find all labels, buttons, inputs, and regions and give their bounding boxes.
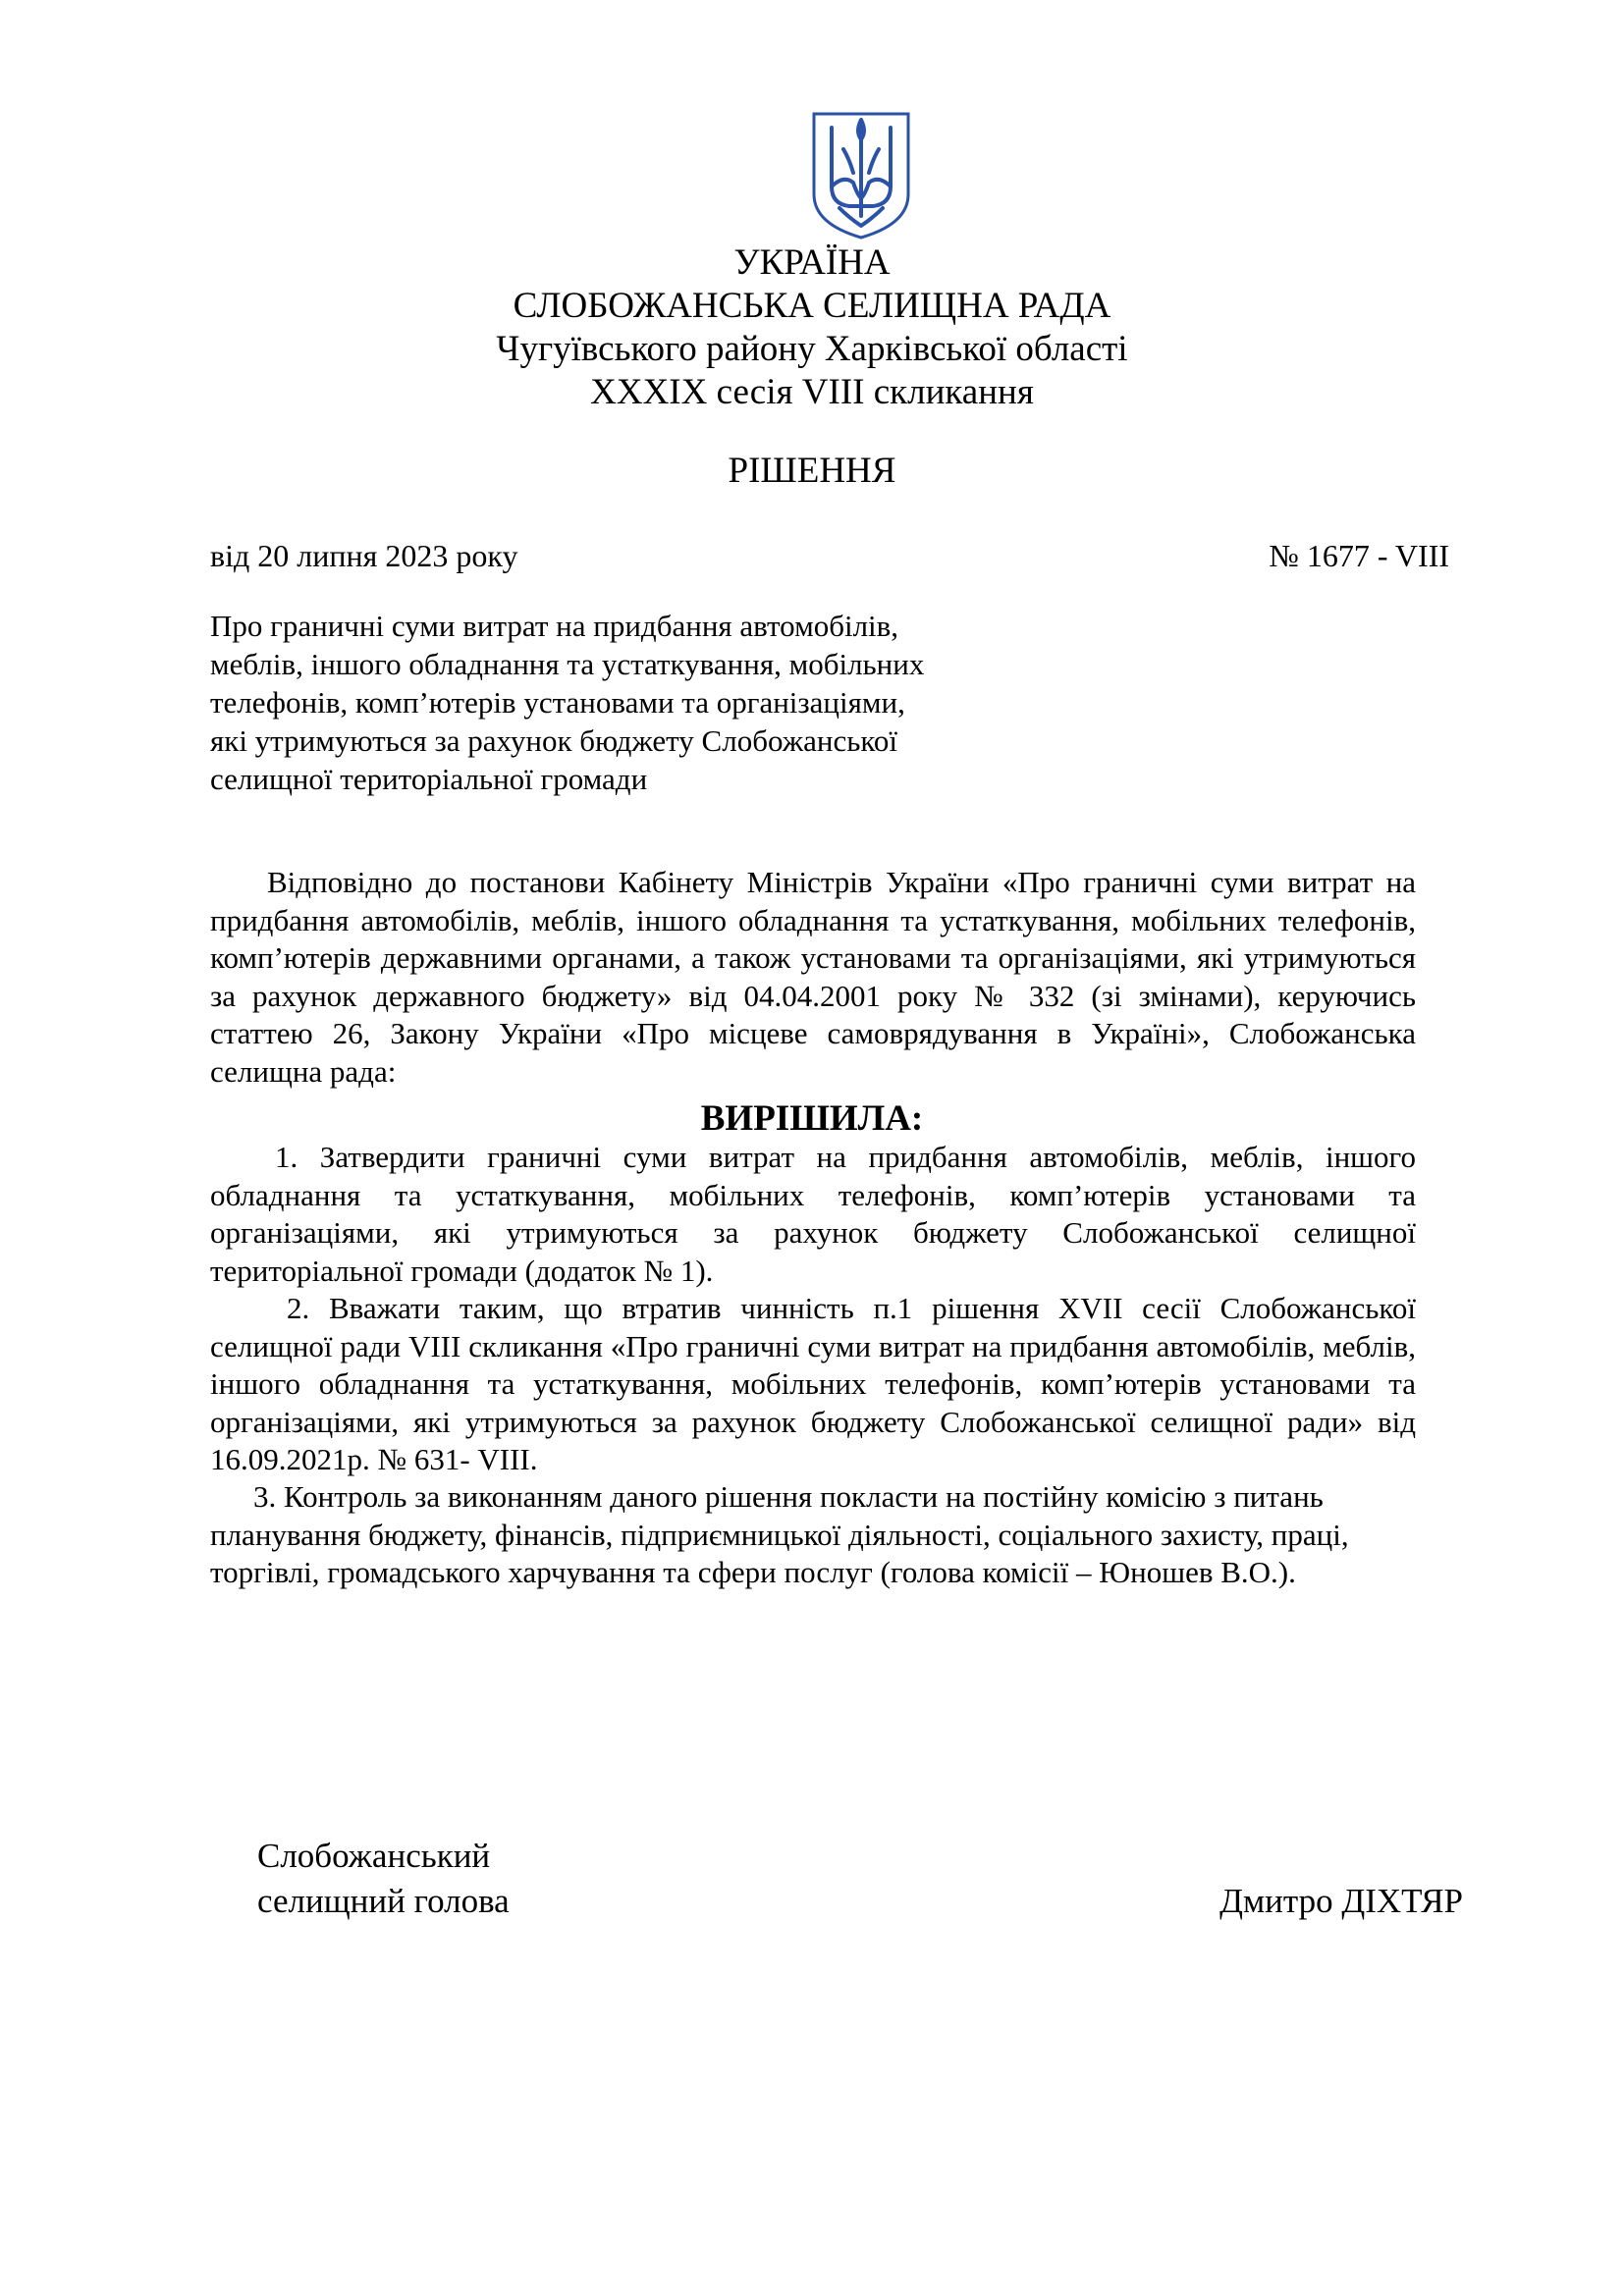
- signatory-title: [257, 1834, 510, 1924]
- decision-number: № 1677 - VIII: [1269, 538, 1449, 573]
- subject-line: телефонів, комп’ютерів установами та організаціями,: [210, 685, 905, 720]
- header-district: Чугуївського району Харківської області: [496, 329, 1128, 369]
- signatory-title-line: селищний голова: [257, 1882, 510, 1920]
- decision-item-2: 2. Вважати таким, що втратив чинність п.1 рішення XVII сесії Слобожанської селищної ради VIII скликання «Про граничні суми витрат на придбання автомобілів, меблів, іншого обладнання та устаткування, мобільних телефонів, комп’ютерів установами та організаціями, які утримуються за рахунок бюджету Слобожанської селищної ради» від 16.09.2021р. № 631- VIII.: [210, 1291, 1416, 1476]
- subject-line: Про граничні суми витрат на придбання автомобілів,: [210, 609, 899, 643]
- header-council: СЛОБОЖАНСЬКА СЕЛИЩНА РАДА: [513, 286, 1111, 326]
- signatory-title-line: Слобожанський: [257, 1837, 491, 1875]
- preamble-paragraph: Відповідно до постанови Кабінету Міністрів України «Про граничні суми витрат на придбання автомобілів, меблів, іншого обладнання та устаткування, мобільних телефонів, комп’ютерів державними органами, а також установами та організаціями, які утримуються за рахунок державного бюджету» від 04.04.2001 року № 332 (зі змінами), керуючись статтею 26, Закону України «Про місцеве самоврядування в Україні», Слобожанська селищна рада:: [210, 865, 1416, 1089]
- subject-line: які утримуються за рахунок бюджету Слобожанської: [210, 723, 897, 758]
- trident-coat-of-arms-icon: [810, 110, 912, 241]
- decision-subject: [210, 607, 1015, 798]
- decision-item-1: 1. Затвердити граничні суми витрат на придбання автомобілів, меблів, іншого обладнання та устаткування, мобільних телефонів, комп’ютерів установами та організаціями, які утримуються за рахунок бюджету Слобожанської селищної територіальної громади (додаток № 1).: [210, 1140, 1416, 1288]
- decision-date: від 20 липня 2023 року: [210, 538, 518, 573]
- decision-item-3: 3. Контроль за виконанням даного рішення покласти на постійну комісію з питань планування бюджету, фінансів, підприємницької діяльності, соціального захисту, праці, торгівлі, громадського харчування та сфери послуг (голова комісії – Юношев В.О.).: [210, 1479, 1349, 1589]
- decided-heading: ВИРІШИЛА:: [700, 1098, 924, 1139]
- subject-line: меблів, іншого обладнання та устаткування, мобільних: [210, 647, 925, 681]
- signatory-name: Дмитро ДІХТЯР: [1219, 1882, 1463, 1920]
- subject-line: селищної територіальної громади: [210, 762, 648, 796]
- document-type: РІШЕННЯ: [728, 451, 896, 491]
- header-session: XXXIX сесія VIII скликання: [590, 372, 1034, 412]
- header-country: УКРАЇНА: [733, 242, 891, 283]
